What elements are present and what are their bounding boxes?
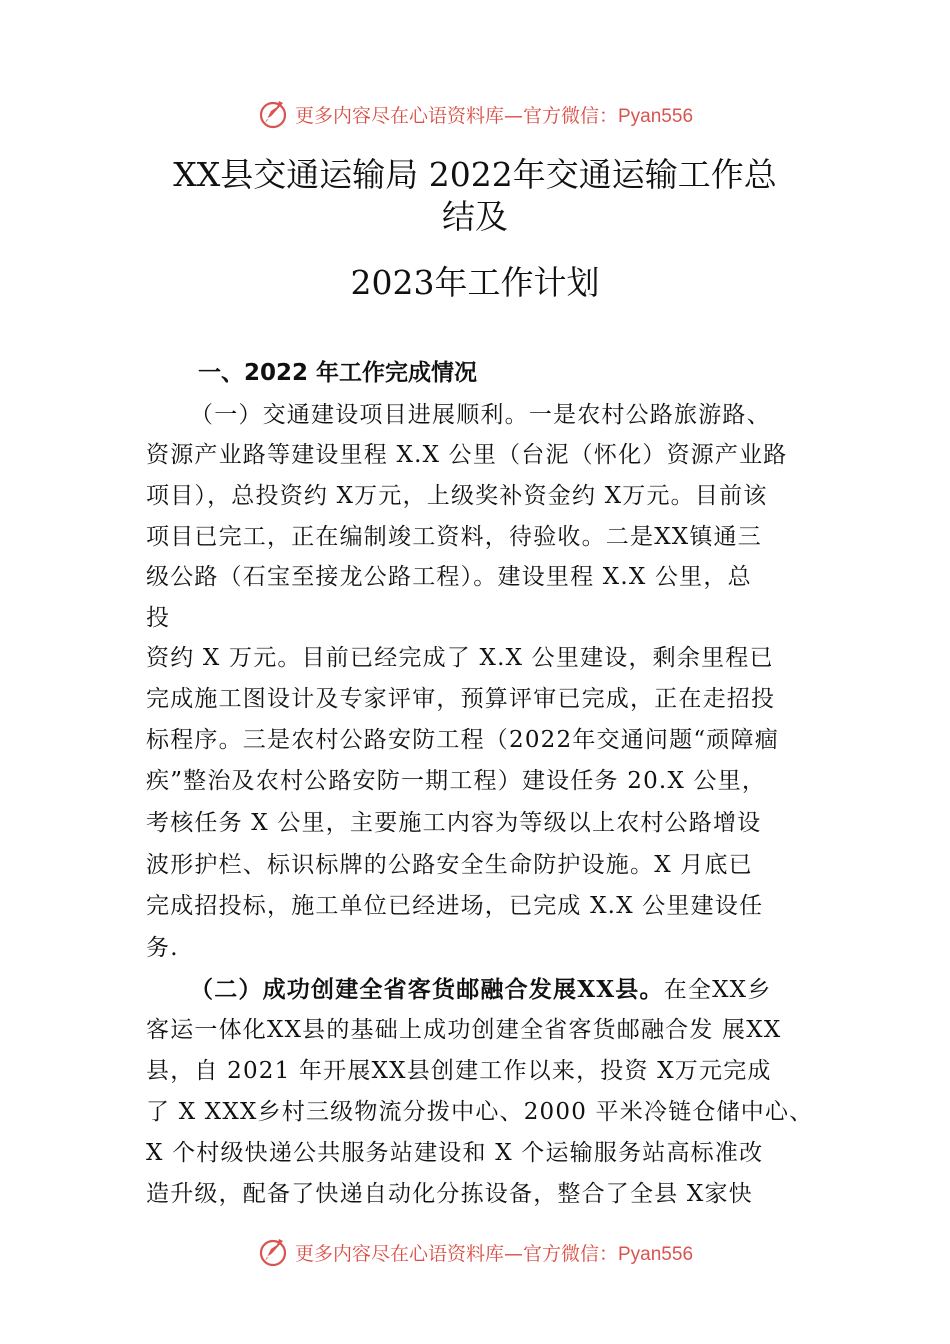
watermark-wechat-label: 官方微信： bbox=[522, 104, 618, 127]
paragraph-line: 资约 X 万元。目前已经完成了 X.X 公里建设，剩余里程已 bbox=[146, 645, 774, 671]
paragraph-line: 考核任务 X 公里，主要施工内容为等级以上农村公路增设 bbox=[146, 810, 762, 836]
paragraph-text: 一是农村公路旅游路、 bbox=[528, 402, 771, 428]
paragraph-line: 县，自 2021 年开展XX县创建工作以来，投资 X万元完成 bbox=[146, 1058, 772, 1084]
watermark-footer bbox=[0, 1234, 950, 1270]
paragraph-line bbox=[190, 970, 771, 1010]
paragraph-line: 造升级，配备了快递自动化分拣设备，整合了全县 X家快 bbox=[146, 1181, 753, 1207]
watermark-dash: — bbox=[503, 104, 523, 127]
paragraph-line: 波形护栏、标识标牌的公路安全生命防护设施。X 月底已 bbox=[146, 852, 753, 878]
quill-logo-icon bbox=[257, 97, 291, 131]
watermark-header bbox=[0, 96, 950, 132]
document-title-line-1: XX县交通运输局 2022年交通运输工作总 bbox=[173, 155, 777, 194]
watermark-text bbox=[295, 101, 693, 128]
paragraph-line: 投 bbox=[146, 605, 171, 631]
paragraph-line bbox=[190, 395, 771, 435]
paragraph-line: 级公路（石宝至接龙公路工程）。建设里程 X.X 公里，总 bbox=[146, 564, 752, 590]
paragraph-line: 了 X XXX乡村三级物流分拨中心、2000 平米冷链仓储中心、 bbox=[146, 1099, 814, 1125]
section-heading: 一、2022 年工作完成情况 bbox=[198, 360, 478, 386]
paragraph-text: 在全XX乡 bbox=[663, 977, 772, 1003]
document-title-line-3: 2023年工作计划 bbox=[350, 263, 600, 302]
paragraph-line: 完成招投标，施工单位已经进场，已完成 X.X 公里建设任 bbox=[146, 893, 764, 919]
paragraph-line: 资源产业路等建设里程 X.X 公里（台泥（怀化）资源产业路 bbox=[146, 442, 788, 468]
watermark-brand: 更多内容尽在心语资料库 bbox=[294, 104, 504, 127]
paragraph-line: 项目），总投资约 X万元，上级奖补资金约 X万元。目前该 bbox=[146, 483, 768, 509]
watermark-brand: 更多内容尽在心语资料库 bbox=[294, 1242, 504, 1265]
watermark-dash: — bbox=[503, 1242, 523, 1265]
paragraph-line: X 个村级快递公共服务站建设和 X 个运输服务站高标准改 bbox=[146, 1140, 764, 1166]
document-title-line-2: 结及 bbox=[442, 197, 508, 236]
paragraph-lead: （一）交通建设项目进展顺利。 bbox=[190, 402, 529, 428]
paragraph-line: 客运一体化XX县的基础上成功创建全省客货邮融合发 展XX bbox=[146, 1017, 782, 1043]
watermark-account: Pyan556 bbox=[618, 105, 694, 127]
watermark-account: Pyan556 bbox=[618, 1243, 694, 1265]
quill-logo-icon bbox=[257, 1235, 291, 1269]
paragraph-line: 标程序。三是农村公路安防工程（2022年交通问题“顽障痼 bbox=[146, 727, 779, 753]
paragraph-line: 项目已完工，正在编制竣工资料，待验收。二是XX镇通三 bbox=[146, 524, 762, 550]
paragraph-line: 疾”整治及农村公路安防一期工程）建设任务 20.X 公里， bbox=[146, 768, 767, 794]
watermark-text bbox=[295, 1239, 693, 1266]
paragraph-lead: （二）成功创建全省客货邮融合发展XX县。 bbox=[190, 976, 664, 1003]
paragraph-line: 完成施工图设计及专家评审，预算评审已完成，正在走招投 bbox=[146, 686, 776, 712]
paragraph-line: 务. bbox=[146, 935, 179, 961]
watermark-wechat-label: 官方微信： bbox=[522, 1242, 618, 1265]
